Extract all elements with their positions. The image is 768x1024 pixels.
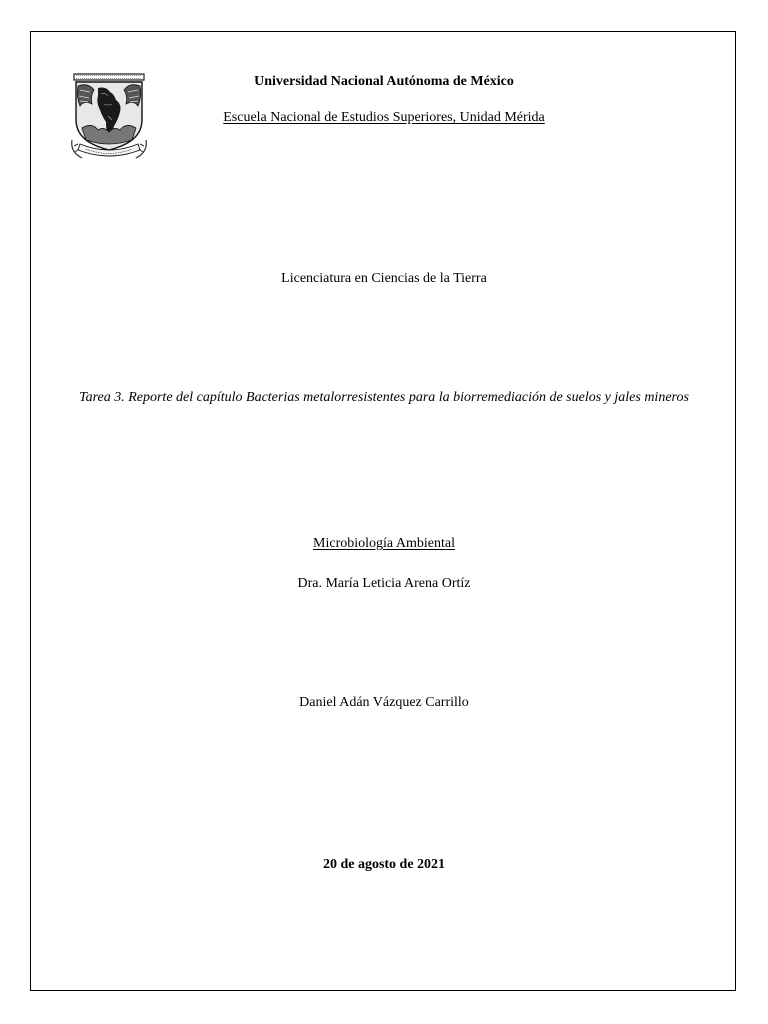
course-name: Microbiología Ambiental <box>313 536 455 551</box>
unam-seal-icon <box>68 70 150 162</box>
degree-program: Licenciatura en Ciencias de la Tierra <box>281 271 487 286</box>
university-name: Universidad Nacional Autónoma de México <box>254 74 514 89</box>
page-border <box>30 31 736 991</box>
professor-name: Dra. María Leticia Arena Ortíz <box>297 576 471 591</box>
assignment-title: Tarea 3. Reporte del capítulo Bacterias metalorresistentes para la biorremediación de suelos y jales mineros <box>79 390 689 405</box>
submission-date: 20 de agosto de 2021 <box>322 857 446 872</box>
school-name: Escuela Nacional de Estudios Superiores, Unidad Mérida <box>223 110 545 125</box>
student-name: Daniel Adán Vázquez Carrillo <box>299 695 469 710</box>
